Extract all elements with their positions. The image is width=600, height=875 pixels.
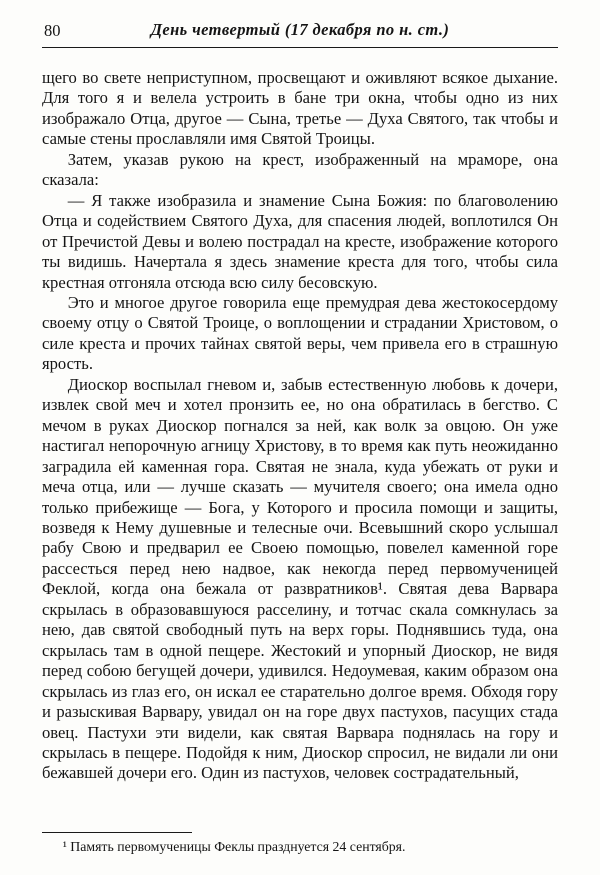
footnote-area — [42, 832, 558, 855]
paragraph-dialogue: — Я также изобразила и знамение Сына Божия: по благоволению Отца и содействием Святого Духа, для спасения людей, воплотился Он от Пречистой Девы и волею пострадал на кресте, изображение которого ты видишь. Начертала я здесь знамение креста для того, чтобы сила крестная отгоняла отсюда всю силу бесовскую. — [42, 190, 558, 292]
paragraph: Это и многое другое говорила еще премудрая дева жестокосердому своему отцу о Святой Троице, о воплощении и страдании Христовом, о силе креста и прочих тайнах святой веры, чем привела его в страшную ярость. — [42, 292, 558, 374]
paragraph-continued: щего во свете неприступном, просвещают и оживляют всякое дыхание. Для того я и велела устроить в бане три окна, чтобы одно из них изображало Отца, другое — Сына, третье — Духа Святого, так чтобы и самые стены прославляли имя Святой Троицы. — [42, 68, 558, 149]
running-title: День четвертый (17 декабря по н. ст.) — [150, 20, 450, 39]
paragraph: Диоскор воспылал гневом и, забыв естественную любовь к дочери, извлек свой меч и хотел пронзить ее, но она обратилась в бегство. С мечом в руках Диоскор погнался за ней, как волк за овцою. Он уже настигал непорочную агницу Христову, в то время как путь неожиданно заградила ей каменная гора. Святая не знала, куда убежать от руки и меча отца, или — лучше сказать — мучителя своего; она имела одно только прибежище — Бога, у Которого и просила помощи и защиты, возведя к Нему душевные и телесные очи. Всевышний скоро услышал рабу Свою и предварил ее Своею помощью, повелел каменной горе рассесться перед нею надвое, как некогда перед первомученицей Феклой, когда она бежала от развратников¹. Святая дева Варвара скрылась в образовавшуюся расселину, и тотчас скала сомкнулась за нею, дав святой свободный путь на верх горы. Поднявшись туда, она скрылась там в одной пещере. Жестокий и упорный Диоскор, не видя перед собою бегущей дочери, удивился. Недоумевая, каким образом она скрылась из глаз его, он искал ее старательно долгое время. Обходя гору и разыскивая Варвару, увидал он на горе двух пастухов, пасущих стада овец. Пастухи эти видели, как святая Варвара поднялась на гору и скрылась в пещере. Подойдя к ним, Диоскор спросил, не видали ли они бежавшей дочери его. Один из пастухов, человек сострадательный, — [42, 374, 558, 783]
footnote: ¹ Память первомученицы Феклы празднуется 24 сентября. — [62, 839, 406, 854]
footnote-rule — [42, 832, 192, 833]
paragraph: Затем, указав рукою на крест, изображенный на мраморе, она сказала: — [42, 149, 558, 190]
page-number: 80 — [44, 21, 61, 40]
header-rule — [42, 47, 558, 48]
page-body — [42, 68, 558, 816]
page-header — [42, 20, 558, 44]
